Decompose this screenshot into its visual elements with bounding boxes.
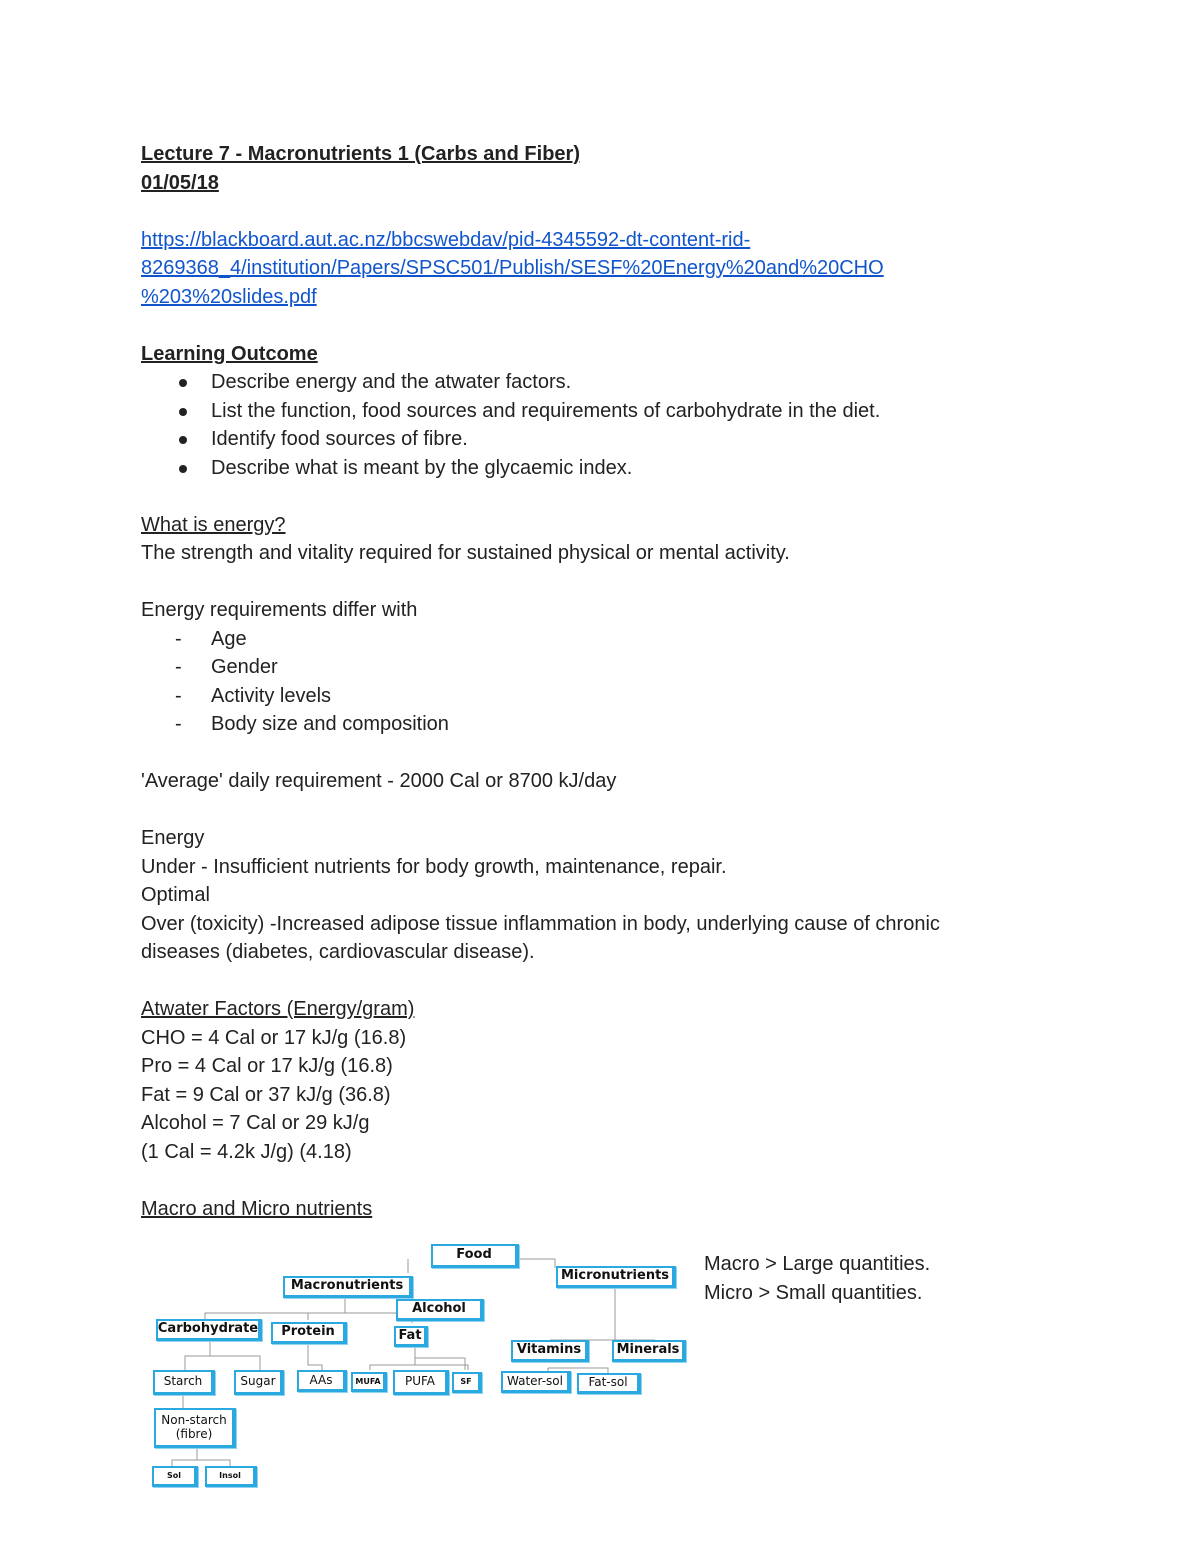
carbohydrate-node: Carbohydrate — [156, 1319, 262, 1341]
average-requirement: 'Average' daily requirement - 2000 Cal or 8700 kJ/day — [141, 770, 617, 792]
macro-micro-notes — [704, 1250, 930, 1307]
sf-node: SF — [452, 1372, 482, 1393]
macronutrients-node: Macronutrients — [283, 1276, 413, 1298]
micro-note: Micro > Small quantities. — [704, 1281, 923, 1304]
macro-micro-heading: Macro and Micro nutrients — [141, 1197, 373, 1220]
atwater-pro: Pro = 4 Cal or 17 kJ/g (16.8) — [141, 1055, 393, 1077]
list-item: - Body size and composition — [141, 710, 1041, 739]
macro-note: Macro > Large quantities. — [704, 1253, 931, 1275]
fat-sol-node: Fat-sol — [577, 1373, 641, 1394]
energy-under: Under - Insufficient nutrients for body growth, maintenance, repair. — [141, 855, 727, 878]
minerals-node: Minerals — [612, 1340, 686, 1362]
list-item: List the function, food sources and requirements of carbohydrate in the diet. — [141, 397, 1041, 426]
micronutrients-node: Micronutrients — [556, 1266, 676, 1288]
slides-link-line-1[interactable]: https://blackboard.aut.ac.nz/bbcswebdav/pid-4345592-dt-content-rid- — [141, 228, 751, 251]
learning-outcome-heading: Learning Outcome — [141, 342, 318, 365]
energy-definition: The strength and vitality required for sustained physical or mental activity. — [141, 542, 790, 564]
list-item: Describe energy and the atwater factors. — [141, 368, 1041, 397]
aas-node: AAs — [297, 1370, 347, 1392]
food-node: Food — [431, 1244, 519, 1268]
insol-node: Insol — [205, 1466, 257, 1487]
mufa-node: MUFA — [351, 1372, 387, 1392]
protein-node: Protein — [271, 1322, 347, 1344]
slides-link-line-3[interactable]: %203%20slides.pdf — [141, 285, 317, 308]
pufa-node: PUFA — [393, 1370, 449, 1395]
energy-label: Energy — [141, 827, 205, 849]
list-item: Identify food sources of fibre. — [141, 425, 1041, 454]
atwater-cho: CHO = 4 Cal or 17 kJ/g (16.8) — [141, 1026, 407, 1049]
fat-node: Fat — [394, 1326, 428, 1347]
alcohol-node: Alcohol — [396, 1299, 484, 1321]
fibre-label: (fibre) — [175, 1426, 213, 1441]
sol-node: Sol — [152, 1466, 198, 1487]
slides-link-line-2[interactable]: 8269368_4/institution/Papers/SPSC501/Publish/SESF%20Energy%20and%20CHO — [141, 257, 884, 279]
energy-optimal: Optimal — [141, 884, 210, 906]
energy-over-line-2: diseases (diabetes, cardiovascular disease). — [141, 941, 535, 963]
vitamins-node: Vitamins — [511, 1340, 589, 1362]
non-starch-node — [154, 1408, 236, 1448]
atwater-conversion: (1 Cal = 4.2k J/g) (4.18) — [141, 1140, 352, 1163]
list-item: - Activity levels — [141, 682, 1041, 711]
learning-outcome-list — [141, 368, 1041, 482]
lecture-title: Lecture 7 - Macronutrients 1 (Carbs and Fiber) — [141, 143, 580, 165]
list-item: - Age — [141, 625, 1041, 654]
document-page — [141, 140, 1041, 1223]
energy-requirements-list — [141, 625, 1041, 739]
energy-requirements-intro: Energy requirements differ with — [141, 599, 418, 621]
list-item: - Gender — [141, 653, 1041, 682]
atwater-fat: Fat = 9 Cal or 37 kJ/g (36.8) — [141, 1083, 391, 1106]
water-sol-node: Water-sol — [501, 1371, 571, 1393]
lecture-date: 01/05/18 — [141, 171, 219, 194]
energy-heading: What is energy? — [141, 513, 286, 536]
list-item: Describe what is meant by the glycaemic index. — [141, 454, 1041, 483]
energy-over-line-1: Over (toxicity) -Increased adipose tissue inflammation in body, underlying cause of chronic — [141, 912, 940, 935]
sugar-node: Sugar — [234, 1370, 284, 1395]
atwater-alcohol: Alcohol = 7 Cal or 29 kJ/g — [141, 1112, 370, 1134]
starch-node: Starch — [153, 1370, 215, 1395]
non-starch-label: Non-starch — [161, 1412, 227, 1427]
nutrient-tree-diagram — [150, 1240, 690, 1490]
atwater-heading: Atwater Factors (Energy/gram) — [141, 998, 415, 1020]
